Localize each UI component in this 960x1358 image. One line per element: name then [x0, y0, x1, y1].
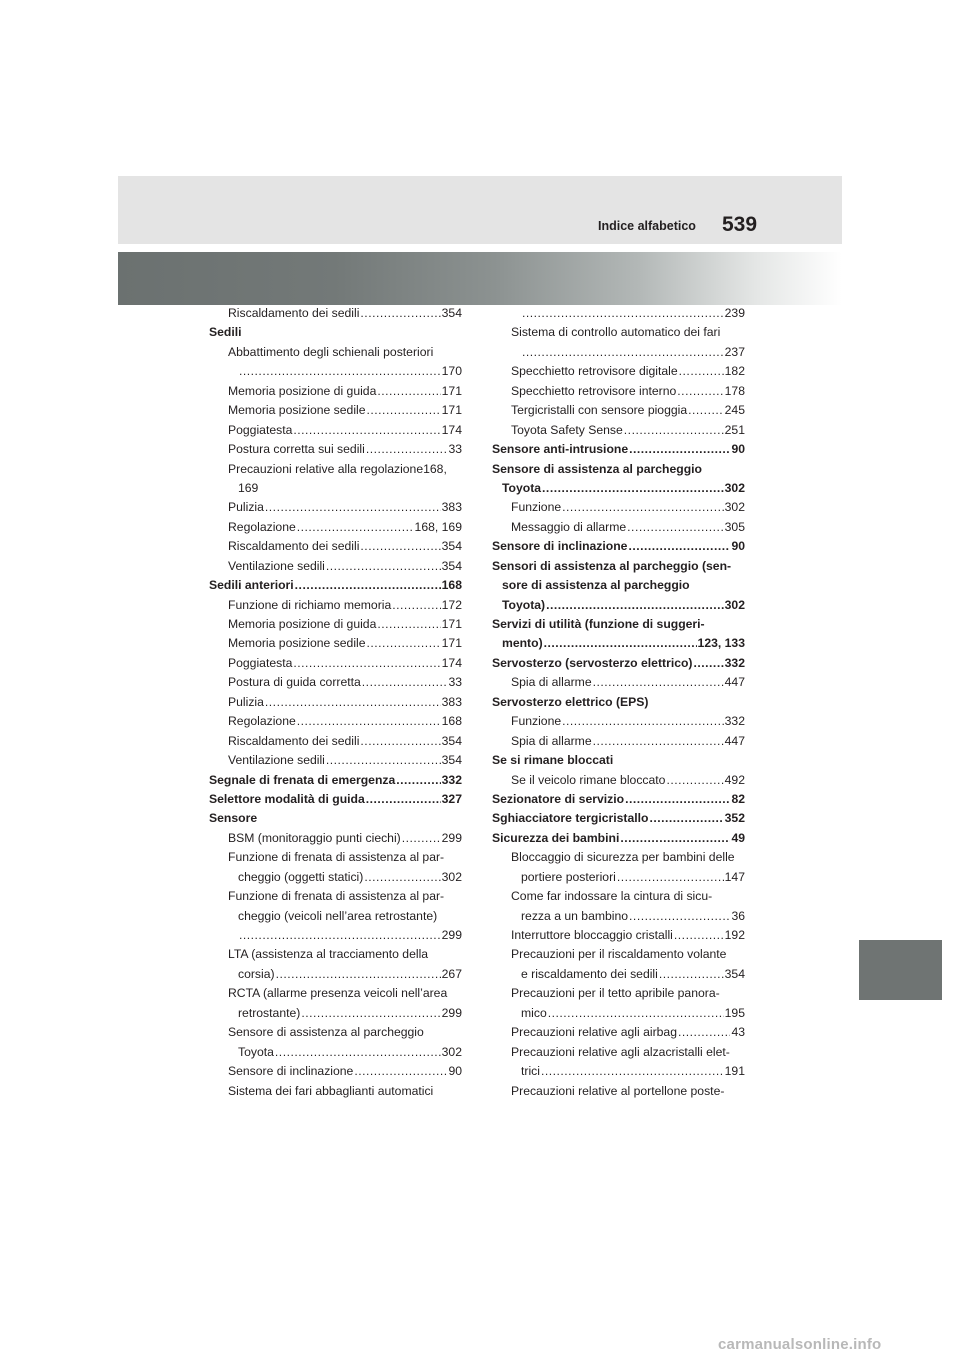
page-reference: 332 [724, 655, 745, 670]
index-entry-line [492, 1082, 745, 1101]
dot-leader [617, 868, 724, 887]
index-heading-line [492, 460, 745, 479]
index-entry-text: Regolazione [228, 714, 296, 729]
index-entry-line [209, 887, 462, 906]
index-entry-line [492, 421, 745, 440]
index-entry-text: Poggiatesta [228, 422, 293, 437]
page-reference: 90 [448, 1064, 462, 1079]
index-entry-line [492, 887, 745, 906]
index-entry-line [492, 907, 745, 926]
index-column-right [492, 304, 745, 1101]
index-entry-text: Sensori di assistenza al parcheggio (sen- [492, 558, 732, 573]
index-heading-line [492, 751, 745, 770]
dot-leader [239, 362, 441, 381]
dot-leader [562, 712, 724, 731]
index-entry-text: Riscaldamento dei sedili [228, 733, 360, 748]
index-entry-text: portiere posteriori [521, 869, 616, 884]
index-entry-line [209, 304, 462, 323]
page-reference: 171 [441, 383, 462, 398]
page-reference: 354 [441, 753, 462, 768]
index-entry-line [209, 596, 462, 615]
index-heading-line [492, 634, 745, 653]
dot-leader [377, 615, 440, 634]
dot-leader [679, 362, 724, 381]
page-reference: 168, 169 [414, 519, 462, 534]
dot-leader [396, 771, 440, 790]
index-entry-text: Precauzioni relative agli alzacristalli elet- [511, 1044, 730, 1059]
dot-leader [546, 596, 724, 615]
index-entry-line [209, 421, 462, 440]
index-entry-text: Funzione [511, 500, 562, 515]
page-reference: 332 [724, 714, 745, 729]
index-entry-line [209, 460, 462, 479]
dot-leader [620, 829, 730, 848]
dot-leader [593, 732, 724, 751]
index-entry-line [209, 868, 462, 887]
index-thumb-tab [859, 940, 942, 1000]
page-reference: 172 [441, 597, 462, 612]
index-entry-text: 169 [238, 480, 259, 495]
index-entry-text: Funzione di frenata di assistenza al par- [228, 850, 445, 865]
index-entry-text: Tergicristalli con sensore pioggia [511, 403, 688, 418]
index-entry-line [209, 712, 462, 731]
index-heading-line [209, 809, 462, 828]
dot-leader [629, 440, 730, 459]
index-entry-text: Messaggio di allarme [511, 519, 627, 534]
index-entry-line [209, 984, 462, 1003]
page-reference: 123, 133 [697, 636, 745, 651]
index-entry-text: Se si rimane bloccati [492, 753, 614, 768]
page-reference: 299 [441, 928, 462, 942]
index-entry-line [492, 965, 745, 984]
index-column-left [209, 304, 462, 1101]
decorative-gradient-band [118, 252, 842, 305]
dot-leader [367, 634, 441, 653]
index-entry-text: Specchietto retrovisore interno [511, 383, 677, 398]
page-reference: 354 [441, 306, 462, 320]
page-reference: 147 [724, 869, 745, 884]
page-reference: 90 [731, 442, 745, 457]
index-entry-line [492, 362, 745, 381]
dot-leader [295, 576, 441, 595]
index-entry-line [209, 673, 462, 692]
index-entry-text: Sezionatore di servizio [492, 791, 625, 806]
dot-leader [367, 401, 441, 420]
index-heading-line [492, 829, 745, 848]
index-entry-line [492, 926, 745, 945]
index-entry-text: Sicurezza dei bambini [492, 830, 620, 845]
page-reference: 383 [441, 500, 462, 515]
page-reference: 192 [724, 928, 745, 942]
index-entry-line [492, 1043, 745, 1062]
index-entry-text: Servizi di utilità (funzione di suggeri- [492, 617, 705, 631]
index-entry-text: Ventilazione sedili [228, 753, 325, 768]
index-entry-text: Pulizia [228, 500, 264, 515]
index-heading-line [209, 323, 462, 342]
index-entry-text: Specchietto retrovisore digitale [511, 364, 678, 379]
page-reference: 352 [724, 811, 745, 826]
page-reference: 299 [441, 830, 462, 845]
index-entry-text: Precauzioni per il riscaldamento volante [511, 947, 727, 962]
page-reference: 354 [724, 966, 745, 981]
dot-leader [293, 421, 440, 440]
index-entry-text: Interruttore bloccaggio cristalli [511, 928, 673, 942]
dot-leader [366, 440, 448, 459]
page-reference: 171 [441, 617, 462, 631]
page-reference: 302 [724, 500, 745, 515]
dot-leader [627, 518, 723, 537]
index-entry-text: Sensore di assistenza al parcheggio [228, 1025, 424, 1040]
index-entry-line [209, 634, 462, 653]
dot-leader [239, 926, 441, 945]
index-entry-line [209, 615, 462, 634]
index-entry-text: Precauzioni relative alla regolazione168, [228, 461, 447, 476]
page-reference: 171 [441, 636, 462, 651]
index-entry-text: Sghiacciatore tergicristallo [492, 811, 649, 826]
dot-leader [541, 1062, 724, 1081]
dot-leader [542, 479, 724, 498]
dot-leader [522, 343, 724, 362]
section-title: Indice alfabetico [598, 219, 696, 233]
index-entry-text: LTA (assistenza al tracciamento della [228, 947, 429, 962]
dot-leader [674, 926, 724, 945]
index-entry-line [492, 498, 745, 517]
index-entry-line [492, 945, 745, 964]
index-entry-text: Sensore anti-intrusione [492, 442, 629, 457]
index-entry-text: Funzione [511, 714, 562, 729]
index-entry-text: Sistema di controllo automatico dei fari [511, 325, 721, 340]
index-heading-line [492, 479, 745, 498]
page-reference: 302 [441, 1044, 462, 1059]
dot-leader [392, 596, 440, 615]
page-reference: 33 [448, 442, 462, 457]
index-entry-text: Come far indossare la cintura di sicu- [511, 889, 713, 904]
index-heading-line [492, 596, 745, 615]
dot-leader [354, 1062, 447, 1081]
index-entry-line [209, 1062, 462, 1081]
index-entry-text: cheggio (oggetti statici) [238, 869, 364, 884]
index-entry-text: corsia) [238, 966, 275, 981]
index-entry-line [492, 343, 745, 362]
dot-leader [360, 732, 440, 751]
index-heading-line [492, 537, 745, 556]
index-heading-line [492, 809, 745, 828]
page-number: 539 [722, 213, 758, 236]
index-entry-text: Memoria posizione di guida [228, 617, 377, 631]
dot-leader [659, 965, 724, 984]
dot-leader [628, 537, 730, 556]
index-entry-text: Segnale di frenata di emergenza [209, 772, 396, 787]
page-reference: 492 [724, 772, 745, 787]
index-entry-line [492, 1062, 745, 1081]
dot-leader [297, 518, 414, 537]
index-entry-text: Selettore modalità di guida [209, 791, 365, 806]
index-entry-text: Servosterzo elettrico (EPS) [492, 694, 649, 709]
index-entry-line [209, 965, 462, 984]
page-reference: 182 [724, 364, 745, 379]
index-entry-line [209, 440, 462, 459]
index-entry-line [209, 732, 462, 751]
index-entry-text: cheggio (veicoli nell’area retrostante) [238, 908, 438, 923]
index-entry-text: Sedili anteriori [209, 578, 294, 593]
dot-leader [326, 557, 441, 576]
page-reference: 332 [441, 772, 462, 787]
dot-leader [522, 304, 724, 323]
index-entry-line [209, 382, 462, 401]
index-entry-text: Toyota [238, 1044, 274, 1059]
index-entry-line [209, 1043, 462, 1062]
dot-leader [625, 790, 730, 809]
page-reference: 327 [441, 791, 462, 806]
index-entry-text: Precauzioni relative al portellone poste- [511, 1083, 725, 1098]
index-entry-line [209, 945, 462, 964]
index-entry-line [209, 498, 462, 517]
index-entry-line [492, 868, 745, 887]
index-entry-line [492, 673, 745, 692]
page-reference: 305 [724, 519, 745, 534]
index-entry-line [209, 362, 462, 381]
index-entry-text: Sensore [209, 811, 258, 826]
index-entry-text: Sedili [209, 325, 242, 340]
index-entry-line [209, 848, 462, 867]
index-entry-line [209, 1023, 462, 1042]
page-reference: 36 [731, 908, 745, 923]
page-reference: 82 [731, 791, 745, 806]
index-entry-line [492, 984, 745, 1003]
index-entry-text: Riscaldamento dei sedili [228, 539, 360, 554]
index-entry-line [492, 401, 745, 420]
page-reference: 354 [441, 539, 462, 554]
page-reference: 239 [724, 306, 745, 320]
index-entry-line [492, 732, 745, 751]
index-entry-text: trici [521, 1064, 540, 1079]
index-heading-line [492, 557, 745, 576]
dot-leader [677, 382, 723, 401]
index-entry-text: e riscaldamento dei sedili [521, 966, 658, 981]
index-entry-line [209, 693, 462, 712]
index-entry-line [492, 382, 745, 401]
index-entry-text: BSM (monitoraggio punti ciechi) [228, 830, 401, 845]
index-entry-text: Bloccaggio di sicurezza per bambini delle [511, 850, 735, 865]
page-reference: 447 [724, 675, 745, 690]
index-entry-text: Sensore di assistenza al parcheggio [492, 461, 702, 476]
index-entry-line [492, 323, 745, 342]
index-entry-text: Memoria posizione sedile [228, 403, 366, 418]
page-reference: 90 [731, 539, 745, 554]
index-entry-line [492, 712, 745, 731]
dot-leader [694, 654, 724, 673]
index-heading-line [209, 576, 462, 595]
index-entry-text: mico [521, 1005, 547, 1020]
index-entry-text: Se il veicolo rimane bloccato [511, 772, 666, 787]
index-entry-text: Funzione di richiamo memoria [228, 597, 392, 612]
index-entry-line [209, 1082, 462, 1101]
page-reference: 302 [724, 597, 745, 612]
page-reference: 299 [441, 1005, 462, 1020]
dot-leader [364, 868, 440, 887]
index-entry-line [209, 479, 462, 498]
index-entry-line [209, 537, 462, 556]
watermark: carmanualsonline.info [718, 1336, 882, 1353]
index-entry-text: Servosterzo (servosterzo elettrico) [492, 655, 693, 670]
dot-leader [688, 401, 724, 420]
index-entry-text: Regolazione [228, 519, 296, 534]
dot-leader [362, 673, 448, 692]
page-reference: 168 [441, 578, 462, 593]
dot-leader [624, 421, 724, 440]
index-entry-text: Memoria posizione sedile [228, 636, 366, 651]
index-entry-text: Toyota Safety Sense [511, 422, 623, 437]
index-entry-text: Sensore di inclinazione [492, 539, 628, 554]
index-entry-text: Memoria posizione di guida [228, 383, 377, 398]
index-heading-line [492, 576, 745, 595]
page-reference: 191 [724, 1064, 745, 1079]
index-entry-line [209, 926, 462, 945]
index-entry-text: Postura corretta sui sedili [228, 442, 365, 457]
dot-leader [301, 1004, 440, 1023]
index-entry-text: Riscaldamento dei sedili [228, 306, 360, 320]
index-entry-line [492, 304, 745, 323]
page-reference: 302 [441, 869, 462, 884]
index-entry-line [492, 771, 745, 790]
index-heading-line [492, 615, 745, 634]
index-entry-text: Toyota [502, 480, 542, 495]
dot-leader [265, 693, 441, 712]
index-entry-text: RCTA (allarme presenza veicoli nell’area [228, 986, 448, 1001]
index-entry-line [209, 518, 462, 537]
index-entry-line [492, 848, 745, 867]
dot-leader [275, 1043, 441, 1062]
index-entry-text: rezza a un bambino [521, 908, 629, 923]
index-heading-line [209, 790, 462, 809]
index-entry-text: Toyota) [502, 597, 546, 612]
index-entry-text: retrostante) [238, 1005, 301, 1020]
page-reference: 251 [724, 422, 745, 437]
page-reference: 302 [724, 480, 745, 495]
index-heading-line [209, 771, 462, 790]
index-heading-line [492, 654, 745, 673]
dot-leader [562, 498, 724, 517]
index-entry-line [209, 401, 462, 420]
dot-leader [649, 809, 723, 828]
index-entry-text: Postura di guida corretta [228, 675, 361, 690]
index-entry-text: Sensore di inclinazione [228, 1064, 354, 1079]
dot-leader [678, 1023, 730, 1042]
page-reference: 383 [441, 694, 462, 709]
page-reference: 170 [441, 364, 462, 379]
index-entry-text: Sistema dei fari abbaglianti automatici [228, 1083, 434, 1098]
dot-leader [548, 1004, 724, 1023]
page-reference: 267 [441, 966, 462, 981]
index-entry-line [492, 518, 745, 537]
index-entry-text: Spia di allarme [511, 675, 592, 690]
index-entry-text: Ventilazione sedili [228, 558, 325, 573]
index-heading-line [492, 440, 745, 459]
index-entry-line [209, 907, 462, 926]
page-reference: 447 [724, 733, 745, 748]
index-entry-text: Spia di allarme [511, 733, 592, 748]
dot-leader [276, 965, 441, 984]
page-reference: 354 [441, 733, 462, 748]
dot-leader [360, 304, 440, 323]
dot-leader [297, 712, 441, 731]
dot-leader [326, 751, 441, 770]
dot-leader [544, 634, 697, 653]
page-reference: 354 [441, 558, 462, 573]
index-heading-line [492, 790, 745, 809]
dot-leader [629, 907, 730, 926]
index-entry-line [209, 654, 462, 673]
index-entry-line [209, 1004, 462, 1023]
dot-leader [377, 382, 440, 401]
page-reference: 33 [448, 675, 462, 690]
index-entry-text: Precauzioni relative agli airbag [511, 1025, 677, 1040]
dot-leader [293, 654, 440, 673]
dot-leader [366, 790, 441, 809]
index-entry-text: sore di assistenza al parcheggio [502, 578, 690, 593]
index-entry-line [492, 1004, 745, 1023]
index-entry-text: Funzione di frenata di assistenza al par- [228, 889, 445, 904]
index-entry-line [209, 751, 462, 770]
dot-leader [593, 673, 724, 692]
dot-leader [402, 829, 441, 848]
index-entry-text: mento) [502, 636, 543, 651]
page-reference: 174 [441, 655, 462, 670]
page-reference: 178 [724, 383, 745, 398]
page-reference: 168 [441, 714, 462, 729]
index-entry-line [209, 829, 462, 848]
dot-leader [666, 771, 723, 790]
page-reference: 245 [724, 403, 745, 418]
page-reference: 195 [724, 1005, 745, 1020]
page-reference: 174 [441, 422, 462, 437]
index-entry-line [209, 343, 462, 362]
index-entry-line [209, 557, 462, 576]
dot-leader [265, 498, 441, 517]
page-reference: 43 [731, 1025, 745, 1040]
index-entry-line [492, 1023, 745, 1042]
index-entry-text: Pulizia [228, 694, 264, 709]
page-reference: 49 [731, 830, 745, 845]
index-entry-text: Abbattimento degli schienali posteriori [228, 344, 434, 359]
index-entry-text: Poggiatesta [228, 655, 293, 670]
index-heading-line [492, 693, 745, 712]
dot-leader [360, 537, 440, 556]
page-reference: 237 [724, 344, 745, 359]
page-reference: 171 [441, 403, 462, 418]
index-entry-text: Precauzioni per il tetto apribile panora- [511, 986, 720, 1001]
